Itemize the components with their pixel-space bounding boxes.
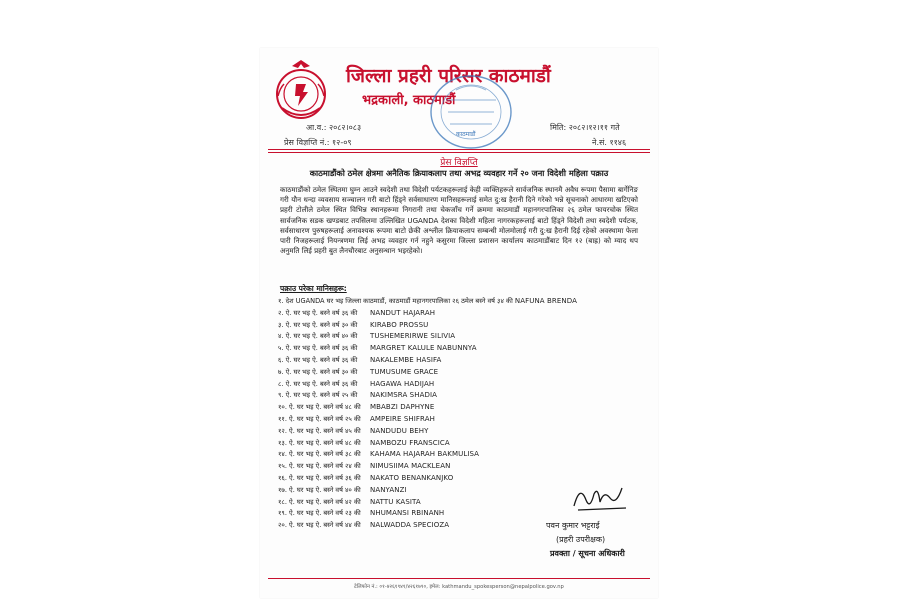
list-item (278, 414, 638, 426)
arrested-list-heading: पक्राउ परेका मानिसहरू: (280, 284, 347, 293)
list-item-details: १४. ऐ. घर भइ ऐ. बस्ने वर्ष ३८ की (278, 450, 361, 459)
nepal-police-emblem-icon (270, 58, 332, 122)
list-item (278, 320, 638, 332)
list-item-details: ३. ऐ. घर भइ ऐ. बस्ने वर्ष ३० की (278, 320, 358, 329)
list-item-details: १. देश UGANDA घर भइ जिल्ला काठमाडौं, काठमाडौं महानगरपालिका २६ ठमेल बस्ने वर्ष ३४ की (278, 297, 513, 305)
list-item-name: NATTU KASITA (370, 497, 421, 506)
list-item-details: १५. ऐ. घर भइ ऐ. बस्ने वर्ष २४ की (278, 462, 361, 471)
seal-text: काठमाडौं (456, 131, 476, 138)
press-release-heading: प्रेस विज्ञप्ति (440, 158, 478, 168)
signatory-name: पवन कुमार भट्टराई (546, 521, 600, 530)
list-item (278, 461, 638, 473)
footer-divider (268, 578, 650, 579)
press-release-document (260, 48, 658, 598)
list-item (278, 449, 638, 461)
office-title: जिल्ला प्रहरी परिसर काठमाडौं (346, 65, 551, 87)
list-item (278, 438, 638, 450)
press-number: प्रेस विज्ञप्ति नं.: १२-०९ (284, 138, 352, 147)
list-item-name: NAKATO BENANKANJKO (370, 473, 454, 482)
list-item-details: १८. ऐ. घर भइ ऐ. बस्ने वर्ष ४२ की (278, 497, 361, 506)
list-item-name: TUSHEMERIRWE SILIVIA (370, 332, 456, 341)
office-location: भद्रकाली, काठमाडौं (362, 93, 456, 108)
list-item-details: ७. ऐ. घर भइ ऐ. बस्ने वर्ष ३० की (278, 367, 358, 376)
list-item (278, 379, 638, 391)
list-item (278, 308, 638, 320)
list-item-name: NAKALEMBE HASIFA (370, 355, 442, 364)
list-item-name: MBABZI DAPHYNE (370, 403, 435, 412)
list-item-name: NAFUNA BRENDA (514, 297, 577, 305)
fiscal-year-ref: आ.व.: २०८२।०८३ (306, 123, 362, 132)
list-item-name: HAGAWA HADIJAH (370, 379, 435, 388)
list-item-details: १२. ऐ. घर भइ ऐ. बस्ने वर्ष ४५ की (278, 426, 361, 435)
list-item-details: १६. ऐ. घर भइ ऐ. बस्ने वर्ष ३६ की (278, 473, 361, 482)
signatory-rank: (प्रहरी उपरीक्षक) (556, 535, 606, 544)
list-item (278, 402, 638, 414)
nepal-sambat-number: ने.सं. ११४६ (592, 138, 627, 147)
list-item-name: NHUMANSI RBINANH (370, 509, 445, 518)
list-item-details: ५. ऐ. घर भइ ऐ. बस्ने वर्ष ३६ की (278, 344, 358, 353)
list-item-details: १०. ऐ. घर भइ ऐ. बस्ने वर्ष ४८ की (278, 403, 361, 412)
list-item (278, 343, 638, 355)
office-seal-icon (426, 70, 516, 152)
date: मिति: २०८२।१२।११ गते (550, 123, 620, 132)
header-divider (268, 149, 650, 150)
list-item-details: ११. ऐ. घर भइ ऐ. बस्ने वर्ष २५ की (278, 414, 361, 423)
list-item-details: ६. ऐ. घर भइ ऐ. बस्ने वर्ष ३६ की (278, 355, 358, 364)
signatory-role: प्रवक्ता / सूचना अधिकारी (550, 549, 625, 558)
list-item-name: NAMBOZU FRANSCICA (370, 438, 450, 447)
list-item-details: ८. ऐ. घर भइ ऐ. बस्ने वर्ष ३६ की (278, 379, 358, 388)
list-item-name: NANDUT HAJARAH (370, 308, 436, 317)
list-item-name: AMPEIRE SHIFRAH (370, 414, 435, 423)
list-item (278, 390, 638, 402)
list-item (278, 355, 638, 367)
list-item (278, 331, 638, 343)
list-item-details: २. ऐ. घर भइ ऐ. बस्ने वर्ष ३६ की (278, 308, 358, 317)
list-item-name: TUMUSUME GRACE (370, 367, 439, 376)
list-item-details: ४. ऐ. घर भइ ऐ. बस्ने वर्ष ४० की (278, 332, 358, 341)
list-item (278, 367, 638, 379)
list-item-name: NALWADDA SPECIOZA (370, 521, 450, 530)
header-divider-thin (268, 152, 650, 153)
headline: काठमाडौंको ठमेल क्षेत्रमा अनैतिक क्रियाकलाप तथा अभद्र व्यवहार गर्ने २० जना विदेशी महिला पक्राउ (309, 168, 609, 178)
list-item-name: MARGRET KALULE NABUNNYA (370, 344, 477, 353)
list-item-details: ९. ऐ. घर भइ ऐ. बस्ने वर्ष २५ की (278, 391, 358, 400)
list-item-details: २०. ऐ. घर भइ ऐ. बस्ने वर्ष ४४ की (278, 521, 361, 530)
list-item-name: NANDUDU BEHY (370, 426, 429, 435)
list-item-name: NAKIMSRA SHADIA (370, 391, 437, 400)
list-item-details: १९. ऐ. घर भइ ऐ. बस्ने वर्ष २३ की (278, 509, 361, 518)
list-item-details: १३. ऐ. घर भइ ऐ. बस्ने वर्ष ४८ की (278, 438, 361, 447)
list-item-name: KAHAMA HAJARAH BAKMULISA (370, 450, 480, 459)
list-item (278, 296, 638, 308)
list-item-name: KIRABO PROSSU (370, 320, 429, 329)
signature (570, 480, 630, 514)
list-item-name: NIMUSIIMA MACKLEAN (370, 462, 451, 471)
list-item (278, 426, 638, 438)
footer-contact: टेलिफोन नं.: ०१-४२६१९४१/४२६१७९०, इमेल: kathmandu_spokesperson@nepalpolice.gov.np (354, 584, 564, 590)
list-item-details: १७. ऐ. घर भइ ऐ. बस्ने वर्ष ४० की (278, 485, 361, 494)
body-paragraph: काठमाडौंको ठमेल स्थितमा घुम्न आउने स्वदेशी तथा विदेशी पर्यटकहरूलाई केही व्यक्तिहरूले सार्वजनिक स्थानमै अवैध रूपमा पैसामा बार्गेनिङ गरी यौन धन्दा व्यवसाय सञ्चालन गरी बाटो हिंड्ने सर्वसाधारण मानिसहरूलाई समेत दु:ख हैरानी दिने गरेको भन्ने सूचनाको आधारमा खटिएको प्रहरी टोलीले ठमेल स्थित विभिन्न स्थानहरूमा निगरानी तथा चेकजाँच गर्ने क्रममा काठमाडौं महानगरपालिका २६ ठमेल फायरचोक स्थित सार्वजनिक सडक खण्डबाट तपसिलमा उल्लिखित UGANDA देशका विदेशी महिला नागरकहरूलाई बाटो हिंड्ने विदेशी तथा स्वदेशी पर्यटक, सर्वसाधारण पुरुषहरूलाई अनावश्यक रूपमा बाटो छेकी अश्लील क्रियाकलाप सम्बन्धी मोलमोलाई गरी दु:ख हैरानी दिई रहेको अवस्थामा फेला पारी निजहरूलाई नियन्त्रणमा लिई अभद्र व्यवहार गर्न नहुने कसुरमा जिल्ला प्रशासन कार्यालय काठमाडौंबाट दिन १२ (बाह्र) को म्याद थप अनुमति लिई प्रहरी बुत लैनचौरबाट अनुसन्धान भइरहेको। (280, 185, 638, 256)
list-item-name: NANYANZI (370, 485, 407, 494)
